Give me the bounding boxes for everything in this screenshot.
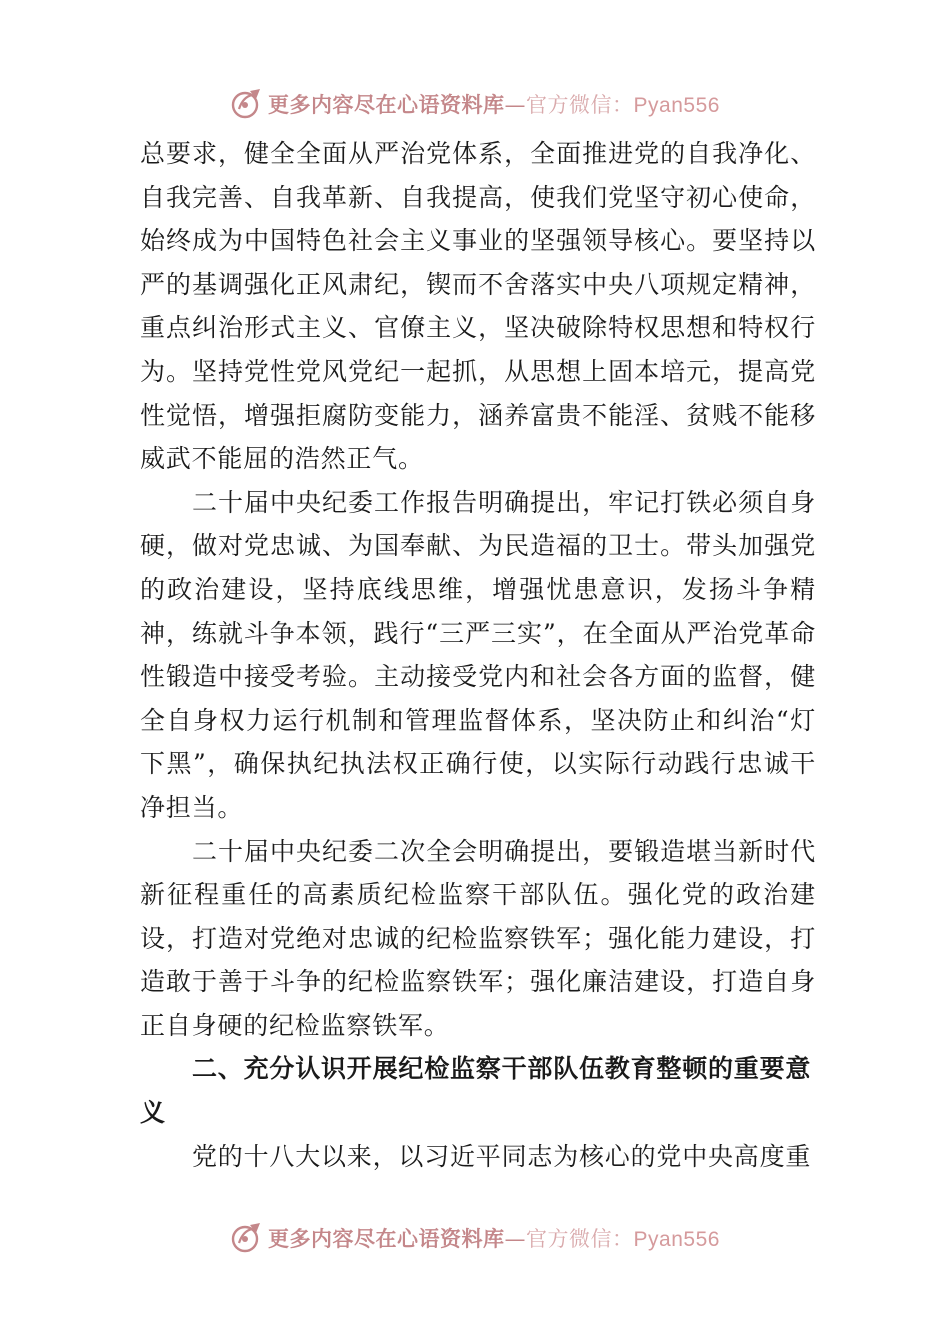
paragraph-3: 二十届中央纪委二次全会明确提出，要锻造堪当新时代新征程重任的高素质纪检监察干部队伍。强化党的政治建设，打造对党绝对忠诚的纪检监察铁军；强化能力建设，打造敢于善于斗争的纪检监察铁军；强化廉洁建设，打造自身正自身硬的纪检监察铁军。 (140, 836, 816, 1040)
paragraph-4: 党的十八大以来，以习近平同志为核心的党中央高度重 (192, 1141, 812, 1171)
watermark-banner-top (0, 84, 950, 124)
watermark-dash: — (504, 93, 527, 117)
logo-icon (230, 1221, 264, 1255)
watermark-dash: — (504, 1227, 527, 1251)
logo-icon (230, 87, 264, 121)
watermark-main-text: 更多内容尽在心语资料库 (268, 1227, 505, 1251)
document-body (140, 132, 816, 1178)
section-heading: 二、充分认识开展纪检监察干部队伍教育整顿的重要意义 (140, 1054, 812, 1128)
watermark-id: Pyan556 (633, 94, 720, 117)
paragraph-1: 总要求，健全全面从严治党体系，全面推进党的自我净化、自我完善、自我革新、自我提高，使我们党坚守初心使命，始终成为中国特色社会主义事业的坚强领导核心。要坚持以严的基调强化正风肃纪，锲而不舍落实中央八项规定精神，重点纠治形式主义、官僚主义，坚决破除特权思想和特权行为。坚持党性党风党纪一起抓，从思想上固本培元，提高党性觉悟，增强拒腐防变能力，涵养富贵不能淫、贫贱不能移威武不能屈的浩然正气。 (140, 139, 816, 474)
watermark-main-text: 更多内容尽在心语资料库 (268, 93, 505, 117)
paragraph-2: 二十届中央纪委工作报告明确提出，牢记打铁必须自身硬，做对党忠诚、为国奉献、为民造福的卫士。带头加强党的政治建设，坚持底线思维，增强忧患意识，发扬斗争精神，练就斗争本领，践行“三严三实”，在全面从严治党革命性锻造中接受考验。主动接受党内和社会各方面的监督，健全自身权力运行机制和管理监督体系，坚决防止和纠治“灯下黑”，确保执纪执法权正确行使，以实际行动践行忠诚干净担当。 (140, 487, 816, 822)
watermark-banner-bottom (0, 1218, 950, 1258)
watermark-sub-text: 官方微信： (526, 1227, 634, 1251)
watermark-sub-text: 官方微信： (526, 93, 634, 117)
watermark-id: Pyan556 (633, 1228, 720, 1251)
